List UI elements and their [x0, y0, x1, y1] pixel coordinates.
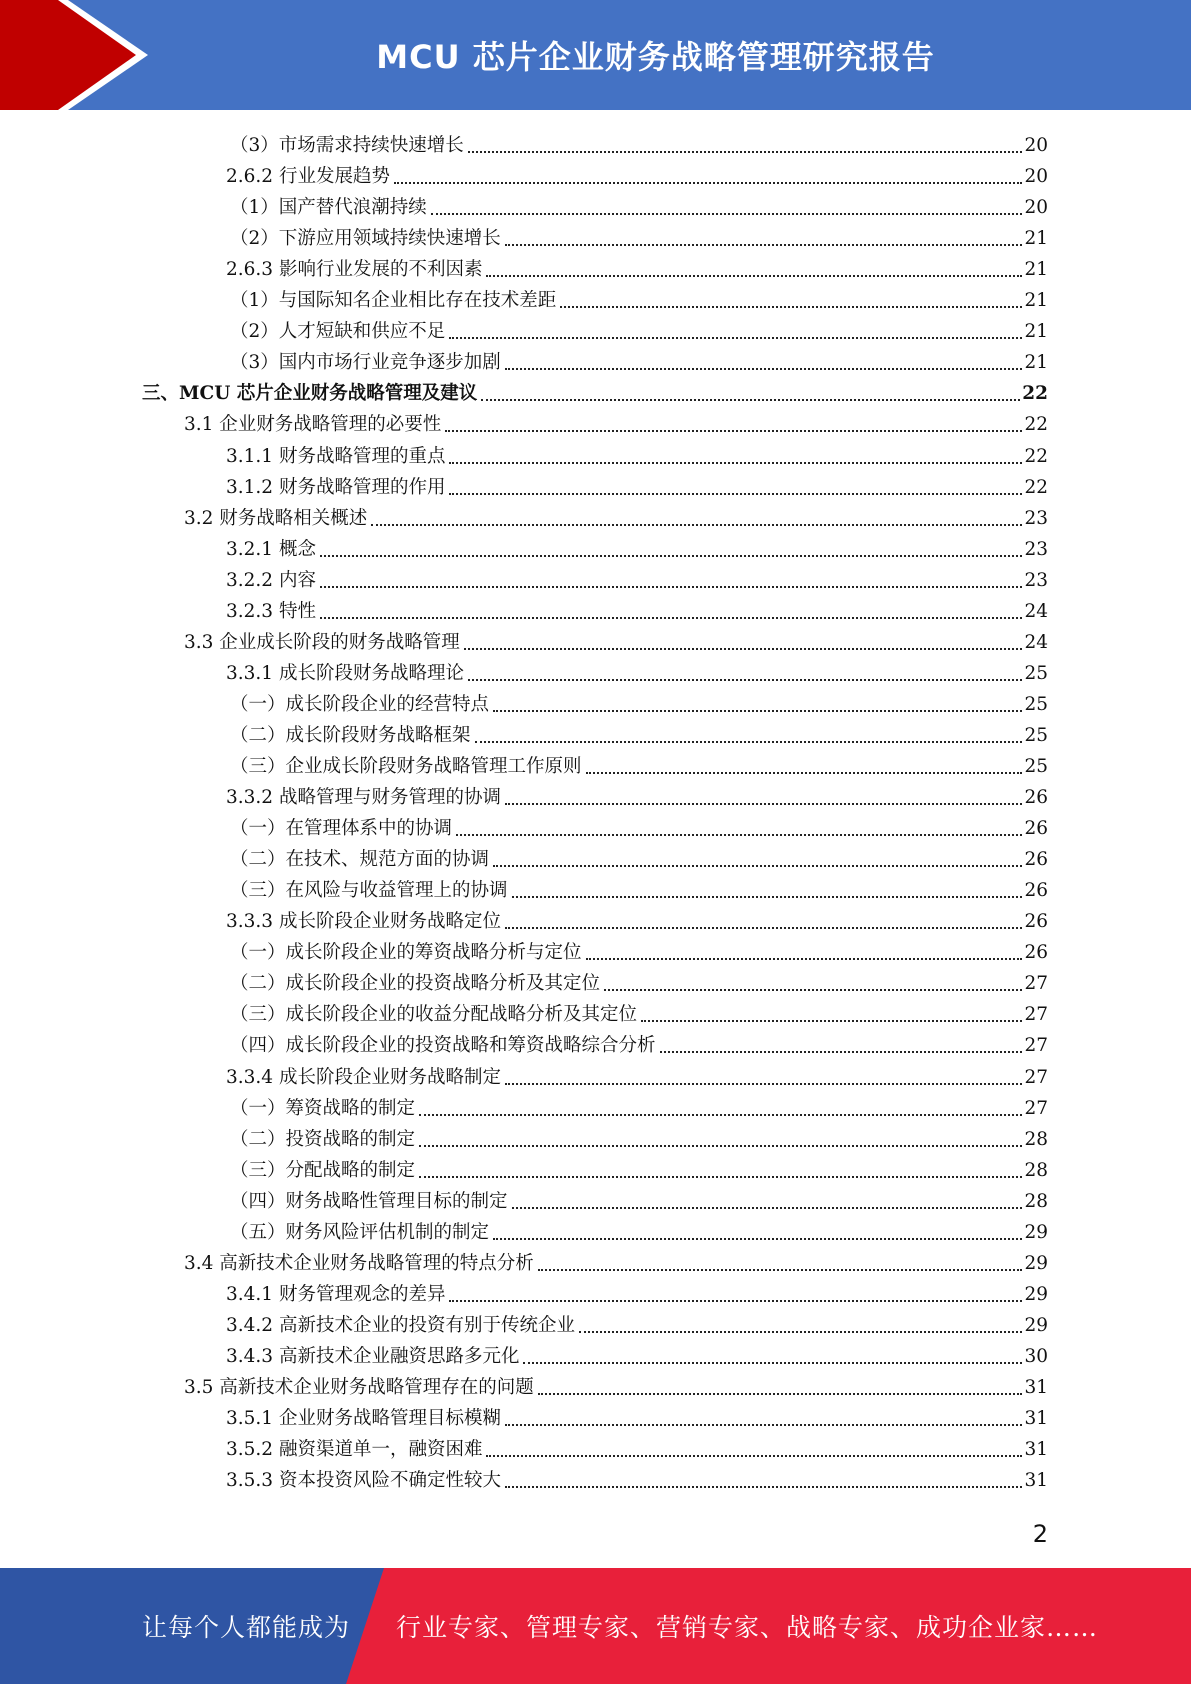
toc-leader-dots [586, 958, 1023, 960]
toc-entry[interactable] [230, 717, 1048, 748]
toc-entry[interactable] [226, 531, 1048, 562]
toc-entry-page: 31 [1024, 1377, 1048, 1398]
toc-leader-dots [505, 1424, 1022, 1426]
toc-leader-dots [505, 1486, 1022, 1488]
toc-leader-dots [660, 1051, 1023, 1053]
toc-entry-page: 31 [1024, 1439, 1048, 1461]
toc-entry[interactable] [226, 1059, 1048, 1090]
toc-entry-page: 30 [1024, 1345, 1048, 1367]
toc-entry[interactable] [226, 1307, 1048, 1338]
toc-entry-page: 25 [1024, 693, 1048, 715]
toc-entry-title: 三、MCU 芯片企业财务战略管理及建议 [142, 383, 478, 405]
toc-leader-dots [493, 865, 1022, 867]
toc-entry-page: 26 [1024, 880, 1048, 902]
toc-entry-title: 2.6.2 行业发展趋势 [226, 166, 390, 188]
toc-entry-page: 21 [1024, 321, 1048, 343]
toc-entry-title: 3.3.2 战略管理与财务管理的协调 [226, 787, 501, 809]
toc-entry[interactable] [230, 1152, 1048, 1183]
toc-entry[interactable] [226, 779, 1048, 810]
toc-entry-title: 3.4 高新技术企业财务战略管理的特点分析 [184, 1252, 534, 1274]
toc-entry[interactable] [226, 655, 1048, 686]
toc-entry-title: 3.3.1 成长阶段财务战略理论 [226, 662, 464, 684]
toc-entry[interactable] [226, 1462, 1048, 1493]
toc-entry-title: 3.2.2 内容 [226, 569, 316, 591]
toc-entry-title: （一）在管理体系中的协调 [230, 818, 453, 840]
toc-entry-page: 22 [1024, 445, 1048, 467]
toc-leader-dots [449, 337, 1022, 339]
toc-entry[interactable] [226, 1400, 1048, 1431]
toc-leader-dots [456, 834, 1022, 836]
toc-leader-dots [641, 1020, 1022, 1022]
toc-leader-dots [505, 368, 1023, 370]
toc-entry-page: 28 [1024, 1190, 1048, 1212]
toc-entry[interactable] [184, 1245, 1048, 1276]
toc-entry-page: 24 [1024, 631, 1048, 653]
toc-entry-title: 3.2 财务战略相关概述 [184, 507, 368, 529]
toc-leader-dots [538, 1269, 1023, 1271]
toc-leader-dots [604, 989, 1022, 991]
toc-entry[interactable] [230, 1183, 1048, 1214]
toc-entry-title: （五）财务风险评估机制的制定 [230, 1221, 490, 1243]
footer-slogan-left: 让每个人都能成为 [142, 1613, 351, 1642]
toc-entry[interactable] [230, 841, 1048, 872]
toc-entry-title: （二）成长阶段财务战略框架 [230, 724, 471, 746]
toc-entry[interactable] [230, 189, 1048, 220]
toc-entry-page: 20 [1024, 166, 1048, 188]
toc-entry-page: 25 [1024, 724, 1048, 746]
toc-entry-title: （1）与国际知名企业相比存在技术差距 [230, 290, 557, 312]
toc-entry-title: 3.2.1 概念 [226, 538, 316, 560]
toc-entry-title: （二）在技术、规范方面的协调 [230, 849, 490, 871]
toc-leader-dots [445, 430, 1022, 432]
toc-entry-page: 20 [1024, 197, 1048, 219]
toc-entry-title: 3.1.2 财务战略管理的作用 [226, 476, 446, 498]
toc-leader-dots [475, 741, 1023, 743]
toc-entry-title: （一）成长阶段企业的经营特点 [230, 693, 490, 715]
page-header [0, 0, 1191, 110]
toc-entry-page: 23 [1024, 507, 1048, 529]
toc-leader-dots [486, 275, 1022, 277]
toc-leader-dots [449, 493, 1022, 495]
toc-entry-title: 3.1 企业财务战略管理的必要性 [184, 414, 442, 436]
toc-entry-title: （一）成长阶段企业的筹资战略分析与定位 [230, 942, 582, 964]
toc-entry-page: 26 [1024, 818, 1048, 840]
toc-entry-page: 23 [1024, 569, 1048, 591]
toc-entry[interactable] [230, 965, 1048, 996]
toc-entry[interactable] [226, 438, 1048, 469]
toc-leader-dots [505, 244, 1023, 246]
toc-leader-dots [320, 555, 1023, 557]
toc-leader-dots [505, 927, 1022, 929]
toc-leader-dots [468, 679, 1022, 681]
toc-entry-page: 27 [1024, 1066, 1048, 1088]
toc-leader-dots [512, 896, 1023, 898]
toc-leader-dots [579, 1331, 1022, 1333]
toc-entry-page: 27 [1024, 1097, 1048, 1119]
toc-leader-dots [512, 1207, 1023, 1209]
toc-entry[interactable] [226, 158, 1048, 189]
toc-entry[interactable] [184, 1369, 1048, 1400]
toc-leader-dots [419, 1176, 1022, 1178]
toc-entry-title: （3）市场需求持续快速增长 [230, 135, 464, 156]
toc-entry[interactable] [226, 469, 1048, 500]
toc-entry[interactable] [226, 251, 1048, 282]
page-number: 2 [1032, 1520, 1048, 1548]
toc-entry[interactable] [230, 220, 1048, 251]
toc-entry-page: 26 [1024, 911, 1048, 933]
toc-entry[interactable] [226, 1338, 1048, 1369]
toc-entry-page: 22 [1022, 383, 1048, 405]
toc-entry-title: （四）财务战略性管理目标的制定 [230, 1190, 508, 1212]
toc-entry-title: 3.3.3 成长阶段企业财务战略定位 [226, 911, 501, 933]
toc-entry-title: （三）成长阶段企业的收益分配战略分析及其定位 [230, 1004, 638, 1026]
toc-entry-title: 3.5.1 企业财务战略管理目标模糊 [226, 1408, 501, 1430]
toc-leader-dots [320, 617, 1023, 619]
toc-entry[interactable] [226, 593, 1048, 624]
toc-leader-dots [419, 1145, 1022, 1147]
toc-entry-title: 2.6.3 影响行业发展的不利因素 [226, 259, 483, 281]
toc-entry[interactable] [226, 903, 1048, 934]
toc-entry-page: 29 [1024, 1221, 1048, 1243]
toc-entry-page: 29 [1024, 1283, 1048, 1305]
toc-leader-dots [431, 213, 1023, 215]
toc-entry[interactable] [230, 996, 1048, 1027]
toc-entry[interactable] [230, 282, 1048, 313]
toc-entry-page: 26 [1024, 787, 1048, 809]
toc-entry-title: 3.1.1 财务战略管理的重点 [226, 445, 446, 467]
toc-entry-page: 26 [1024, 942, 1048, 964]
toc-leader-dots [394, 182, 1022, 184]
toc-entry-page: 20 [1024, 135, 1048, 156]
toc-entry[interactable] [184, 500, 1048, 531]
toc-entry[interactable] [226, 1276, 1048, 1307]
toc-entry[interactable] [230, 1027, 1048, 1058]
toc-entry-page: 23 [1024, 538, 1048, 560]
toc-entry-page: 27 [1024, 1035, 1048, 1057]
toc-leader-dots [493, 710, 1022, 712]
toc-entry[interactable] [226, 1431, 1048, 1462]
toc-entry-page: 27 [1024, 973, 1048, 995]
toc-leader-dots [505, 1083, 1022, 1085]
toc-entry[interactable] [230, 1214, 1048, 1245]
toc-entry-title: 3.4.3 高新技术企业融资思路多元化 [226, 1345, 520, 1367]
toc-entry-page: 28 [1024, 1128, 1048, 1150]
toc-leader-dots [464, 648, 1023, 650]
toc-entry-title: （三）在风险与收益管理上的协调 [230, 880, 508, 902]
toc-entry-page: 24 [1024, 600, 1048, 622]
toc-entry-title: （二）成长阶段企业的投资战略分析及其定位 [230, 973, 601, 995]
toc-entry-page: 31 [1024, 1408, 1048, 1430]
toc-leader-dots [320, 586, 1023, 588]
toc-entry-page: 31 [1024, 1470, 1048, 1492]
footer-slogan-right: 行业专家、管理专家、营销专家、战略专家、成功企业家…… [396, 1613, 1099, 1642]
toc-entry[interactable] [230, 748, 1048, 779]
toc-entry[interactable] [230, 344, 1048, 375]
toc-entry-page: 26 [1024, 849, 1048, 871]
toc-entry-page: 27 [1024, 1004, 1048, 1026]
toc-entry-page: 22 [1024, 476, 1048, 498]
toc-entry-page: 21 [1024, 290, 1048, 312]
toc-leader-dots [449, 462, 1022, 464]
toc-entry-title: （2）下游应用领域持续快速增长 [230, 228, 501, 250]
toc-leader-dots [468, 151, 1023, 153]
toc-leader-dots [560, 306, 1022, 308]
page-footer [0, 1568, 1191, 1684]
toc-entry-page: 25 [1024, 756, 1048, 777]
toc-entry-title: （2）人才短缺和供应不足 [230, 321, 446, 343]
toc-entry-title: 3.4.1 财务管理观念的差异 [226, 1283, 446, 1305]
toc-entry[interactable] [184, 406, 1048, 437]
toc-leader-dots [449, 1300, 1022, 1302]
toc-entry[interactable] [230, 872, 1048, 903]
report-title: MCU 芯片企业财务战略管理研究报告 [376, 38, 935, 76]
toc-entry[interactable] [142, 375, 1048, 406]
toc-entry[interactable] [184, 624, 1048, 655]
toc-leader-dots [586, 772, 1023, 774]
toc-leader-dots [493, 1238, 1022, 1240]
toc-entry-title: 3.5 高新技术企业财务战略管理存在的问题 [184, 1377, 534, 1398]
toc-leader-dots [486, 1455, 1022, 1457]
toc-entry-title: 3.3 企业成长阶段的财务战略管理 [184, 631, 460, 653]
toc-entry-page: 28 [1024, 1159, 1048, 1181]
toc-entry[interactable] [226, 562, 1048, 593]
toc-entry-title: 3.5.2 融资渠道单一，融资困难 [226, 1439, 483, 1461]
toc-entry[interactable] [230, 810, 1048, 841]
toc-entry-page: 21 [1024, 228, 1048, 250]
toc-entry-title: 3.3.4 成长阶段企业财务战略制定 [226, 1066, 501, 1088]
toc-leader-dots [538, 1393, 1023, 1395]
toc-entry-title: （四）成长阶段企业的投资战略和筹资战略综合分析 [230, 1035, 656, 1057]
toc-entry[interactable] [230, 686, 1048, 717]
toc-leader-dots [419, 1114, 1022, 1116]
toc-leader-dots [481, 399, 1020, 401]
toc-entry-page: 22 [1024, 414, 1048, 436]
toc-entry[interactable] [230, 313, 1048, 344]
toc-entry[interactable] [230, 1090, 1048, 1121]
toc-entry-title: （1）国产替代浪潮持续 [230, 197, 427, 219]
toc-entry-page: 21 [1024, 259, 1048, 281]
toc-entry-title: （二）投资战略的制定 [230, 1128, 416, 1150]
toc-entry-title: （三）分配战略的制定 [230, 1159, 416, 1181]
toc-entry-page: 29 [1024, 1314, 1048, 1336]
toc-entry-page: 25 [1024, 662, 1048, 684]
toc-entry-title: （一）筹资战略的制定 [230, 1097, 416, 1119]
toc-entry[interactable] [230, 934, 1048, 965]
toc-entry-title: （3）国内市场行业竞争逐步加剧 [230, 352, 501, 374]
toc-entry-title: 3.2.3 特性 [226, 600, 316, 622]
toc-leader-dots [371, 524, 1022, 526]
toc-entry-title: （三）企业成长阶段财务战略管理工作原则 [230, 756, 582, 777]
toc-entry-title: 3.4.2 高新技术企业的投资有别于传统企业 [226, 1314, 575, 1336]
toc-entry-page: 21 [1024, 352, 1048, 374]
toc-leader-dots [523, 1362, 1022, 1364]
toc-entry[interactable] [230, 1121, 1048, 1152]
toc-entry-title: 3.5.3 资本投资风险不确定性较大 [226, 1470, 501, 1492]
toc-entry[interactable] [230, 127, 1048, 158]
toc-entry-page: 29 [1024, 1252, 1048, 1274]
toc-leader-dots [505, 803, 1022, 805]
